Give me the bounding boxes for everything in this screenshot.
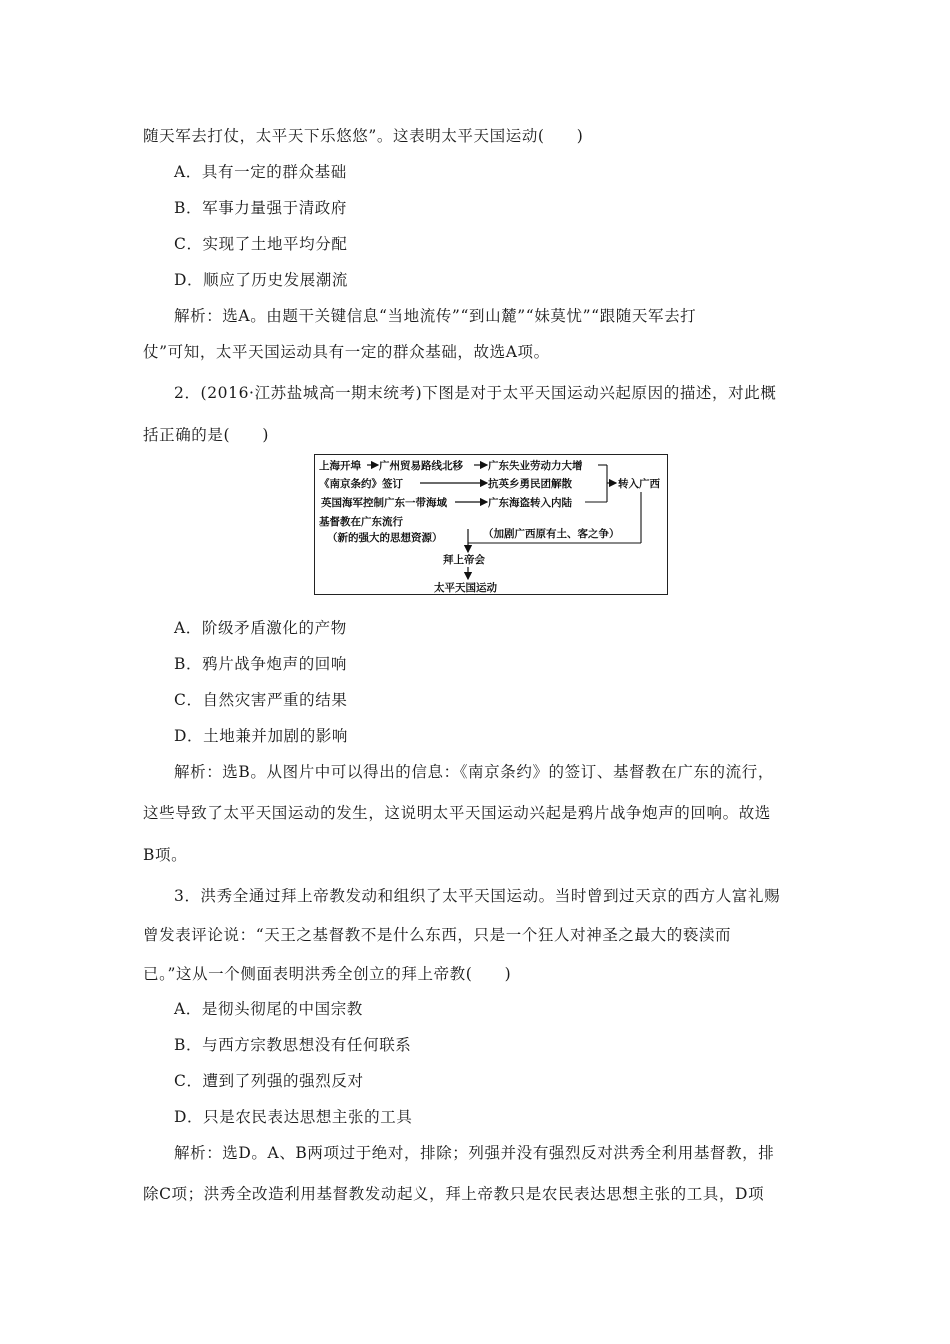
node-treaty-of-nanking: 《南京条约》签订 bbox=[319, 478, 403, 490]
node-taiping-movement: 太平天国运动 bbox=[434, 582, 497, 594]
q3-option-a: A．是彻头彻尾的中国宗教 bbox=[174, 1000, 363, 1018]
q2-option-a: A．阶级矛盾激化的产物 bbox=[174, 619, 347, 637]
q3-analysis-line-2: 除C项；洪秀全改造利用基督教发动起义，拜上帝教只是农民表达思想主张的工具，D项 bbox=[143, 1185, 765, 1203]
node-christianity-in-guangdong: 基督教在广东流行 bbox=[319, 516, 403, 528]
q3-option-d: D．只是农民表达思想主张的工具 bbox=[174, 1108, 413, 1126]
node-militia-disbanded: 抗英乡勇民团解散 bbox=[488, 478, 572, 490]
q1-option-c: C．实现了土地平均分配 bbox=[174, 235, 348, 253]
q3-option-b: B．与西方宗教思想没有任何联系 bbox=[174, 1036, 412, 1054]
q2-option-d: D．土地兼并加剧的影响 bbox=[174, 727, 349, 745]
node-into-guangxi: 转入广西 bbox=[618, 478, 660, 490]
q1-analysis-line-1: 解析：选A。由题干关键信息“当地流传”“到山麓”“妹莫忧”“跟随天军去打 bbox=[174, 307, 697, 325]
q1-option-d: D．顺应了历史发展潮流 bbox=[174, 271, 349, 289]
q3-stem-line-1: 3．洪秀全通过拜上帝教发动和组织了太平天国运动。当时曾到过天京的西方人富礼赐 bbox=[174, 887, 781, 905]
node-local-hakka-conflict: （加剧广西原有土、客之争） bbox=[483, 528, 620, 540]
node-pirates-inland: 广东海盗转入内陆 bbox=[488, 497, 572, 509]
cause-diagram bbox=[314, 454, 668, 595]
node-shanghai-open-port: 上海开埠 bbox=[319, 460, 361, 472]
q1-stem-tail: 随天军去打仗，太平天下乐悠悠”。这表明太平天国运动( ) bbox=[143, 127, 584, 145]
q3-analysis-line-1: 解析：选D。A、B两项过于绝对，排除；列强并没有强烈反对洪秀全利用基督教，排 bbox=[174, 1144, 775, 1162]
q2-stem-line-1: 2．(2016·江苏盐城高一期末统考)下图是对于太平天国运动兴起原因的描述，对此概 bbox=[174, 384, 777, 402]
q3-stem-line-2: 曾发表评论说：“天王之基督教不是什么东西，只是一个狂人对神圣之最大的亵渎而 bbox=[143, 926, 732, 944]
node-guangdong-unemployment: 广东失业劳动力大增 bbox=[488, 460, 583, 472]
node-god-worshipping-society: 拜上帝会 bbox=[443, 554, 485, 566]
node-british-navy: 英国海军控制广东一带海域 bbox=[321, 497, 447, 509]
q1-option-a: A．具有一定的群众基础 bbox=[174, 163, 347, 181]
node-new-ideological-resource: （新的强大的思想资源） bbox=[327, 532, 443, 544]
q2-analysis-line-2: 这些导致了太平天国运动的发生，这说明太平天国运动兴起是鸦片战争炮声的回响。故选 bbox=[143, 804, 771, 822]
q3-stem-line-3: 已。”这从一个侧面表明洪秀全创立的拜上帝教( ) bbox=[143, 965, 512, 983]
q1-option-b: B．军事力量强于清政府 bbox=[174, 199, 347, 217]
q2-stem-line-2: 括正确的是( ) bbox=[143, 426, 269, 444]
q3-option-c: C．遭到了列强的强烈反对 bbox=[174, 1072, 364, 1090]
q2-analysis-line-3: B项。 bbox=[143, 846, 188, 864]
q1-analysis-line-2: 仗”可知，太平天国运动具有一定的群众基础，故选A项。 bbox=[143, 343, 550, 361]
q2-option-b: B．鸦片战争炮声的回响 bbox=[174, 655, 347, 673]
node-guangzhou-trade-route: 广州贸易路线北移 bbox=[379, 460, 463, 472]
q2-option-c: C．自然灾害严重的结果 bbox=[174, 691, 348, 709]
q2-analysis-line-1: 解析：选B。从图片中可以得出的信息：《南京条约》的签订、基督教在广东的流行， bbox=[174, 763, 774, 781]
